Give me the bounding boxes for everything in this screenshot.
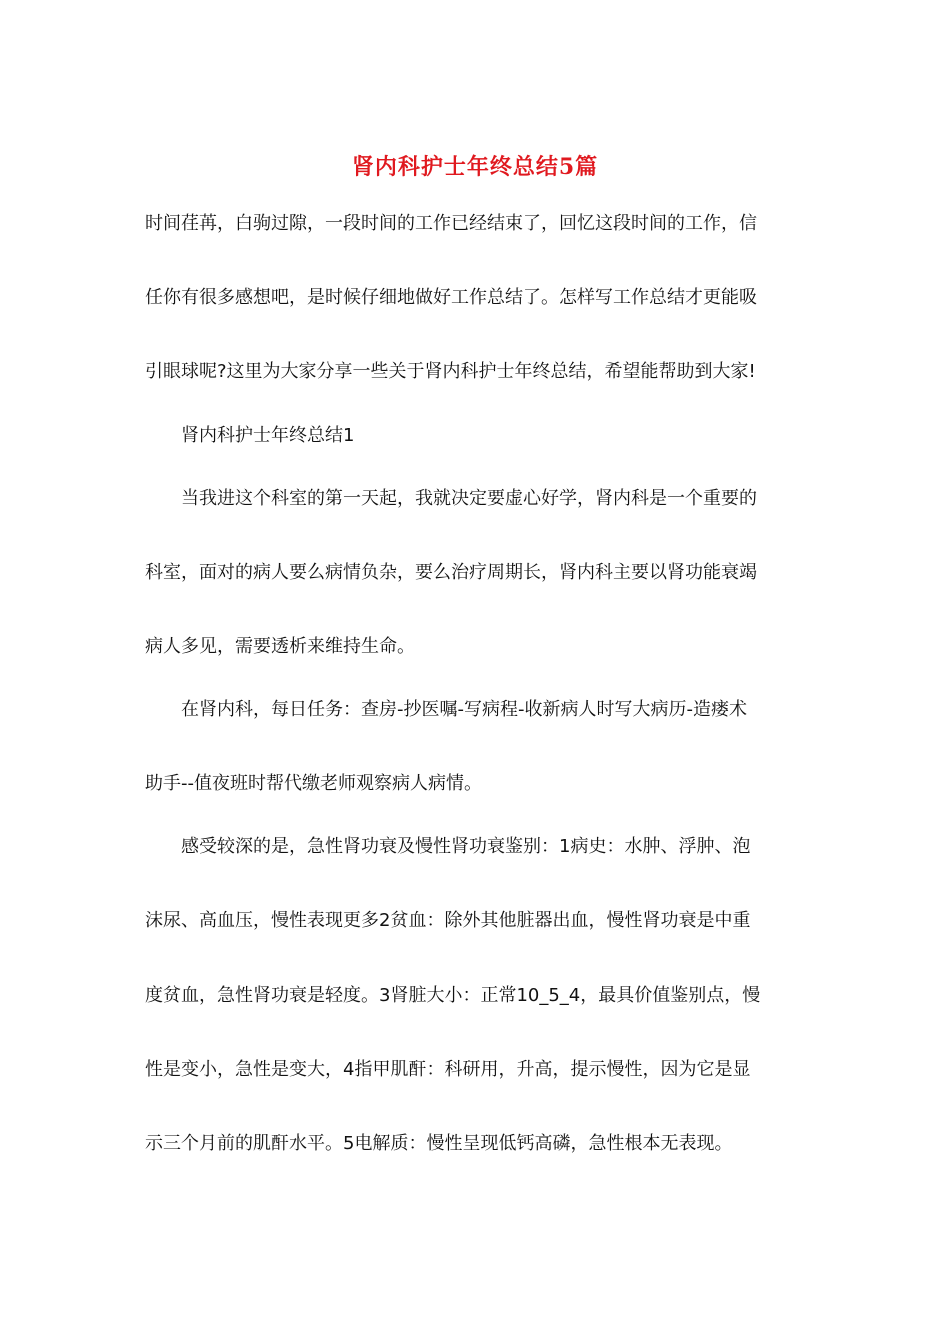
intro-line-1: 时间荏苒，白驹过隙，一段时间的工作已经结束了，回忆这段时间的工作，信	[145, 213, 757, 234]
paragraph-3-line-1: 感受较深的是，急性肾功衰及慢性肾功衰鉴别：1病史：水肿、浮肿、泡	[181, 836, 751, 857]
paragraph-1-line-3: 病人多见，需要透析来维持生命。	[145, 636, 415, 657]
paragraph-1-line-1: 当我进这个科室的第一天起，我就决定要虚心好学，肾内科是一个重要的	[181, 488, 757, 509]
paragraph-3-line-4: 性是变小，急性是变大，4指甲肌酐：科研用，升高，提示慢性，因为它是显	[145, 1059, 751, 1080]
intro-line-3: 引眼球呢?这里为大家分享一些关于肾内科护士年终总结，希望能帮助到大家!	[145, 361, 756, 382]
paragraph-3-line-5: 示三个月前的肌酐水平。5电解质：慢性呈现低钙高磷，急性根本无表现。	[145, 1133, 733, 1154]
paragraph-2-line-2: 助手--值夜班时帮代缴老师观察病人病情。	[145, 773, 482, 794]
paragraph-1-line-2: 科室，面对的病人要么病情负杂，要么治疗周期长，肾内科主要以肾功能衰竭	[145, 562, 757, 583]
intro-line-2: 任你有很多感想吧，是时候仔细地做好工作总结了。怎样写工作总结才更能吸	[145, 287, 757, 308]
document-title: 肾内科护士年终总结5篇	[351, 154, 599, 180]
paragraph-3-line-2: 沫尿、高血压，慢性表现更多2贫血：除外其他脏器出血，慢性肾功衰是中重	[145, 910, 751, 931]
paragraph-3-line-3: 度贫血，急性肾功衰是轻度。3肾脏大小：正常10_5_4，最具价值鉴别点，慢	[145, 985, 761, 1006]
section-heading: 肾内科护士年终总结1	[181, 425, 355, 446]
paragraph-2-line-1: 在肾内科，每日任务：查房-抄医嘱-写病程-收新病人时写大病历-造瘘术	[181, 699, 747, 720]
